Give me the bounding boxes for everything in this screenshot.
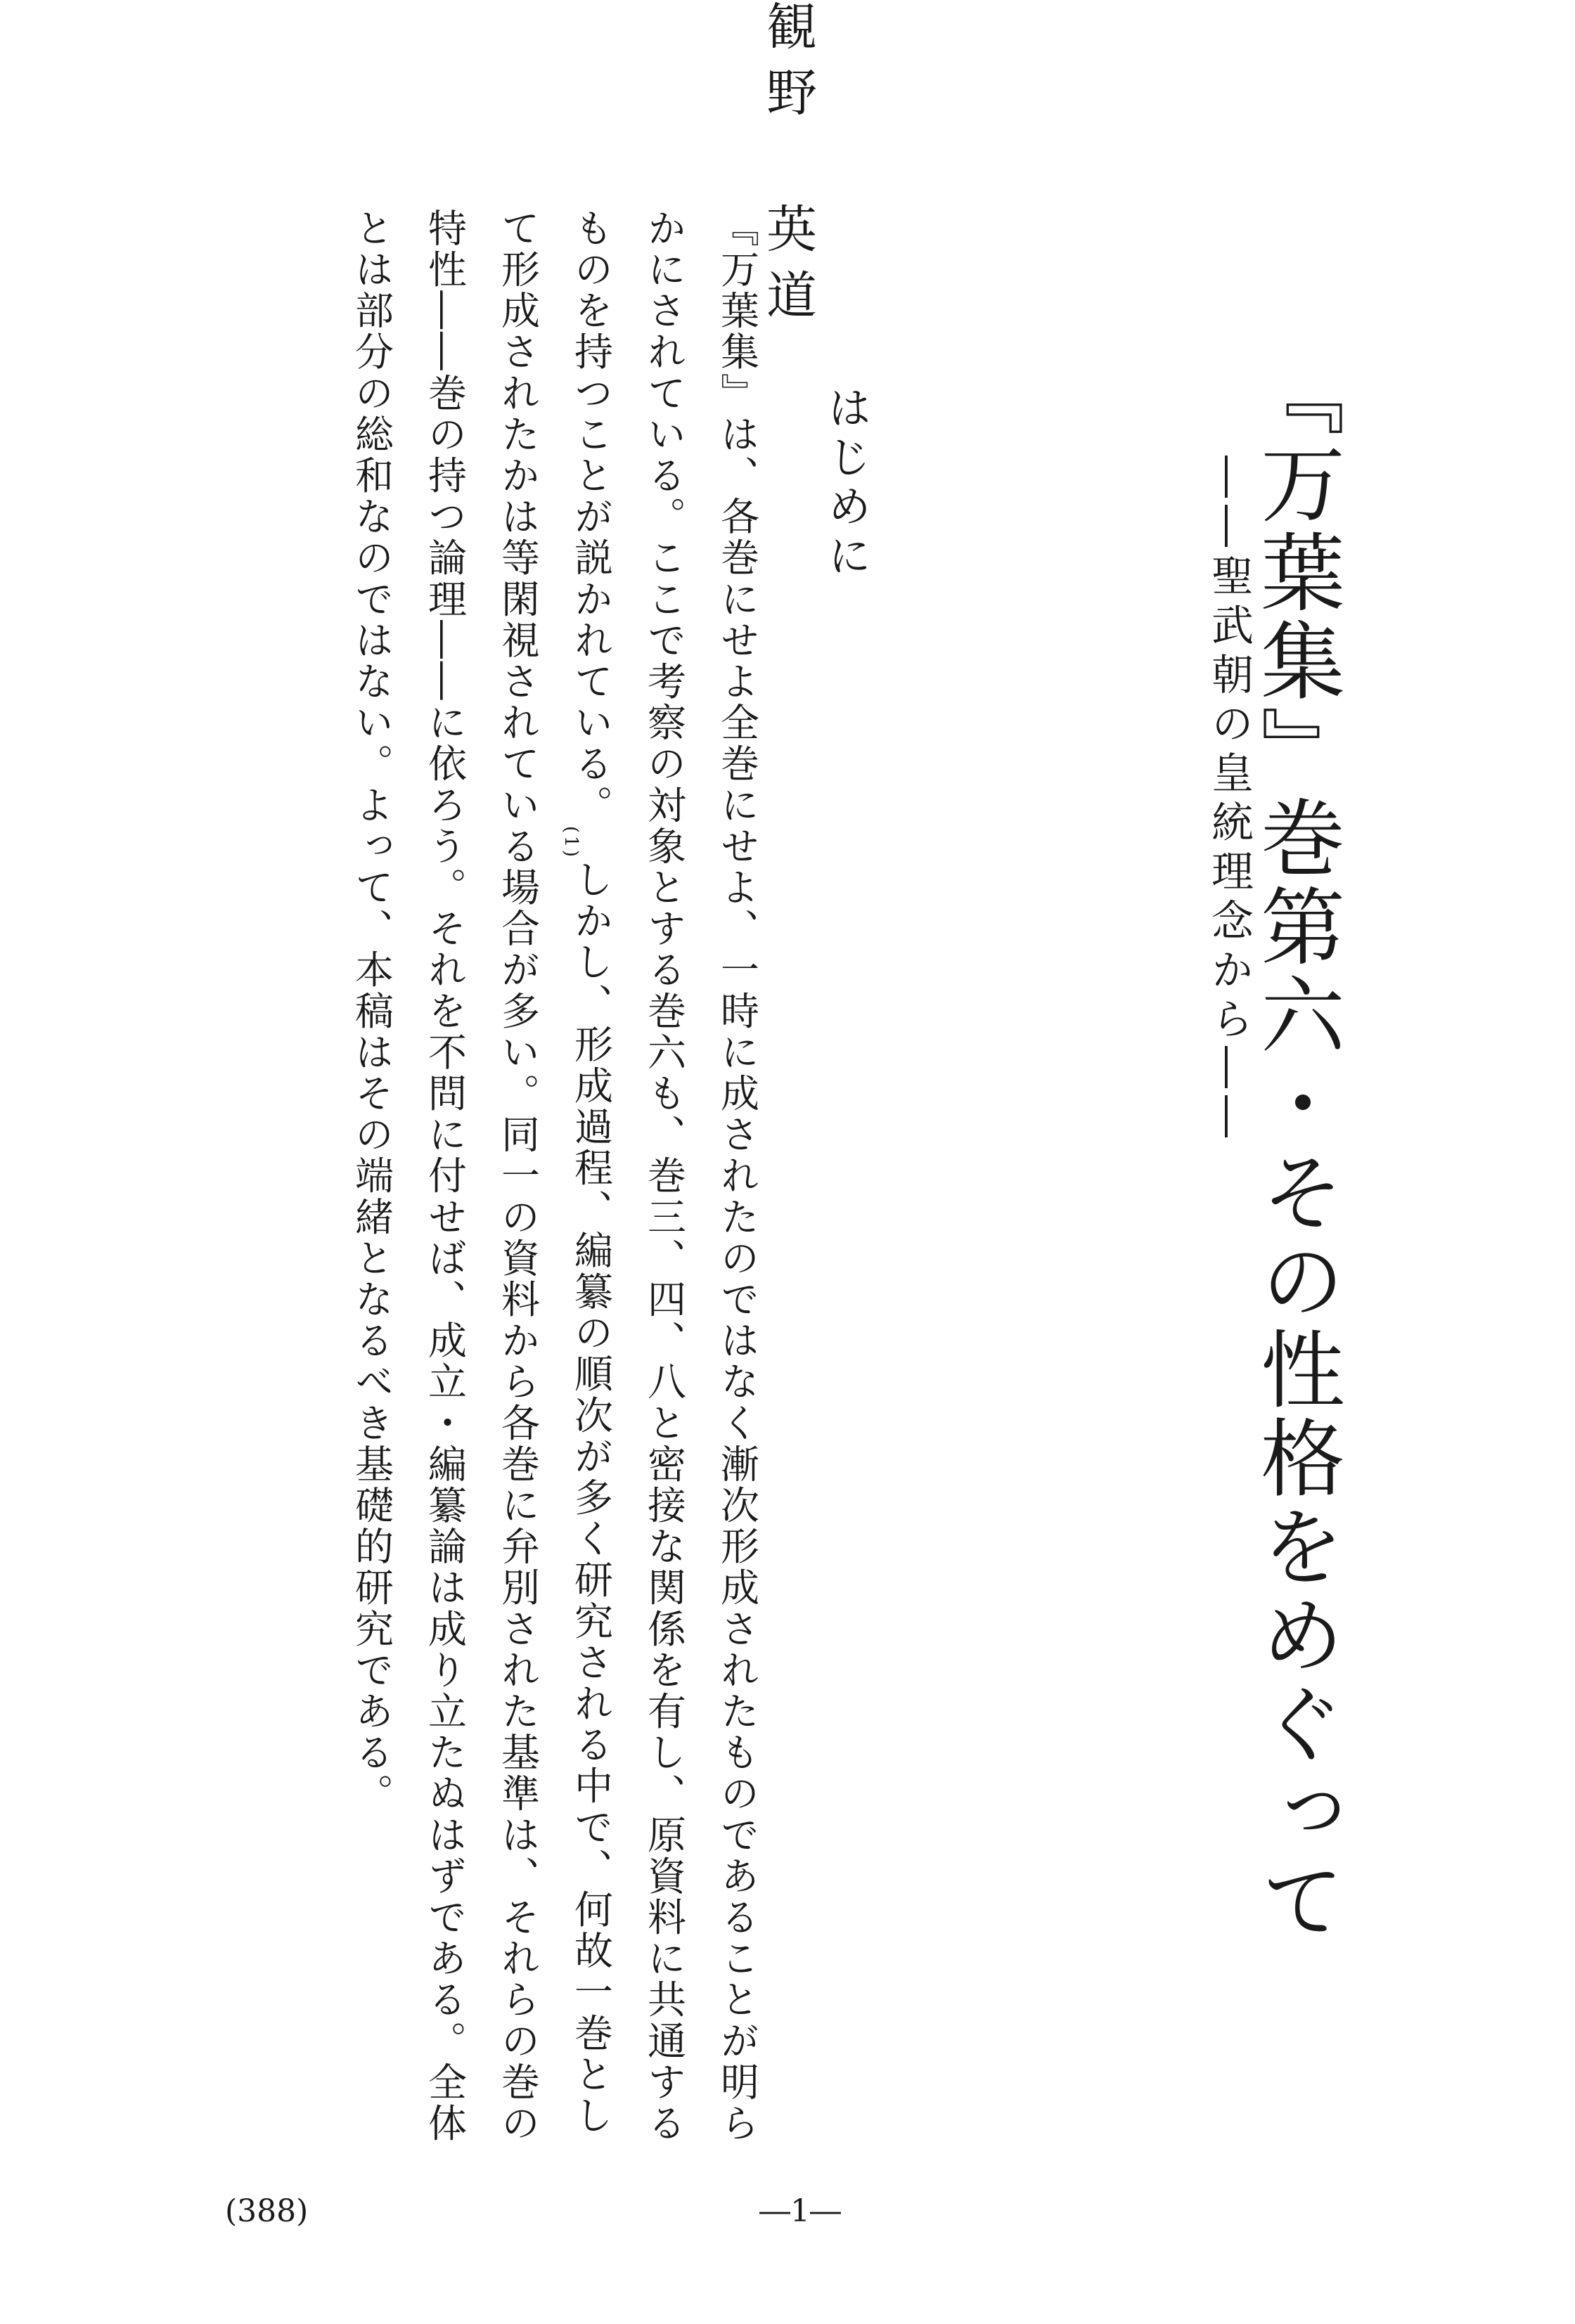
article-title: 『万葉集』巻第六・その性格をめぐって [1247, 351, 1344, 1946]
page-tag: (388) [225, 2193, 309, 2229]
footnote-reference: (1) [560, 826, 581, 860]
article-subtitle: ――聖武朝の皇統理念から―― [1204, 456, 1254, 1144]
body-text [335, 208, 773, 2148]
body-text-block [349, 208, 773, 2148]
section-heading: はじめに [821, 385, 872, 582]
paragraph [335, 208, 773, 2148]
author-family-name: 観野 [758, 0, 817, 132]
author-given-name: 英道 [758, 202, 817, 335]
page-number: ―1― [759, 2193, 841, 2229]
paragraph-text-part2: しかし、形成過程、編纂の順次が多く研究される中で、何故一巻として形成されたかは等閑視されている場合が多い。同一の資料から各巻に弁別された基準は、それらの巻の特性――巻の持つ論理――に依ろう。それを不問に付せば、成立・編纂論は成り立たぬはずである。全体とは部分の総和なのではない。よって、本稿はその端緒となるべき基礎的研究である。 [349, 208, 613, 2145]
author-name [0, 0, 1575, 335]
paragraph-text-part1: 『万葉集』は、各巻にせよ全巻にせよ、一時に成されたのではなく漸次形成されたものであることが明らかにされている。ここで考察の対象とする巻六も、巻三、四、八と密接な関係を有し、原資料に共通するものを持つことが説かれている。 [568, 208, 759, 2145]
